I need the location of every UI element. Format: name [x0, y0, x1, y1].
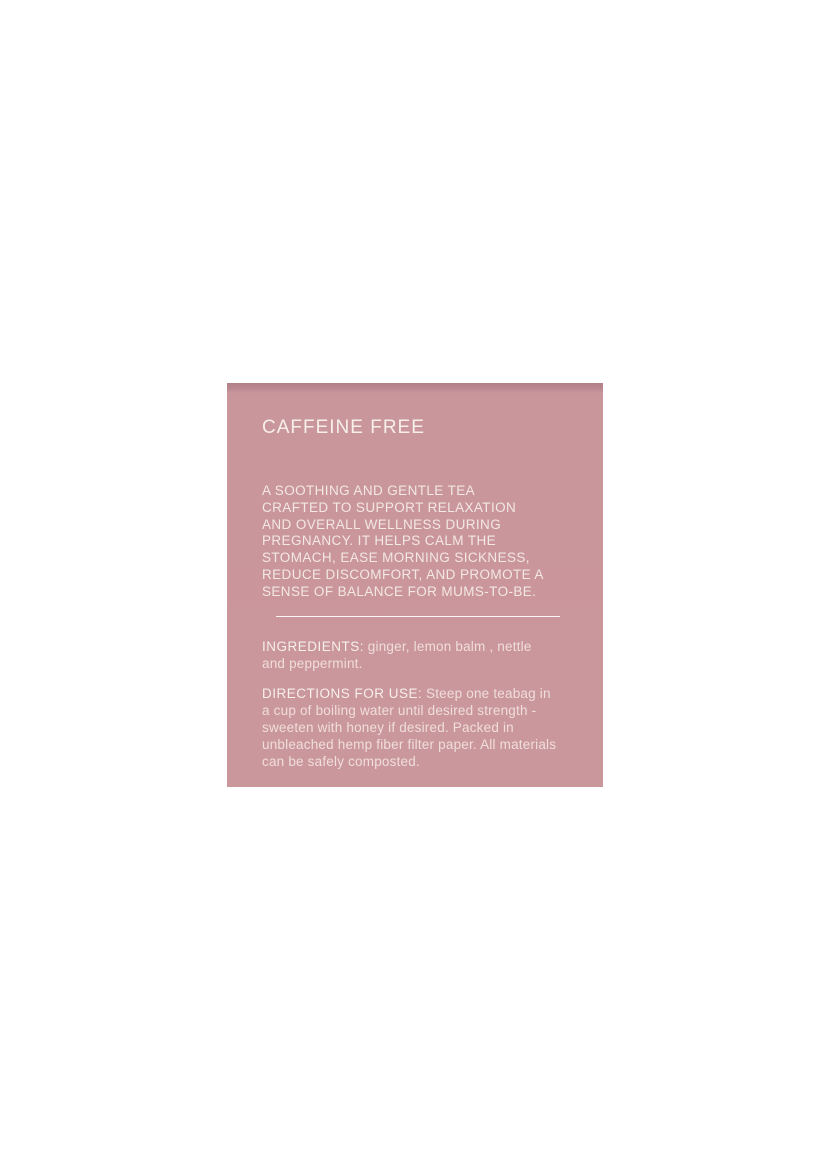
directions-label: DIRECTIONS FOR USE: [262, 685, 423, 701]
ingredients-label: INGREDIENTS: [262, 638, 365, 654]
directions-section [262, 685, 558, 770]
product-description: A SOOTHING AND GENTLE TEA CRAFTED TO SUPPORT RELAXATION AND OVERALL WELLNESS DURING PREGNANCY. IT HELPS CALM THE STOMACH, EASE MORNING SICKNESS, REDUCE DISCOMFORT, AND PROMOTE A SENSE OF BALANCE FOR MUMS-TO-BE. [262, 483, 544, 599]
divider-line [276, 616, 560, 617]
ingredients-text: ginger, lemon balm , nettle and peppermint. [262, 638, 532, 671]
directions-text: Steep one teabag in a cup of boiling water until desired strength - sweeten with honey if desired. Packed in unbleached hemp fiber filter paper. All materials can be safely composted. [262, 685, 557, 769]
caffeine-free-heading: CAFFEINE FREE [262, 417, 425, 438]
tea-label-card [227, 383, 603, 787]
ingredients-section [262, 638, 552, 672]
